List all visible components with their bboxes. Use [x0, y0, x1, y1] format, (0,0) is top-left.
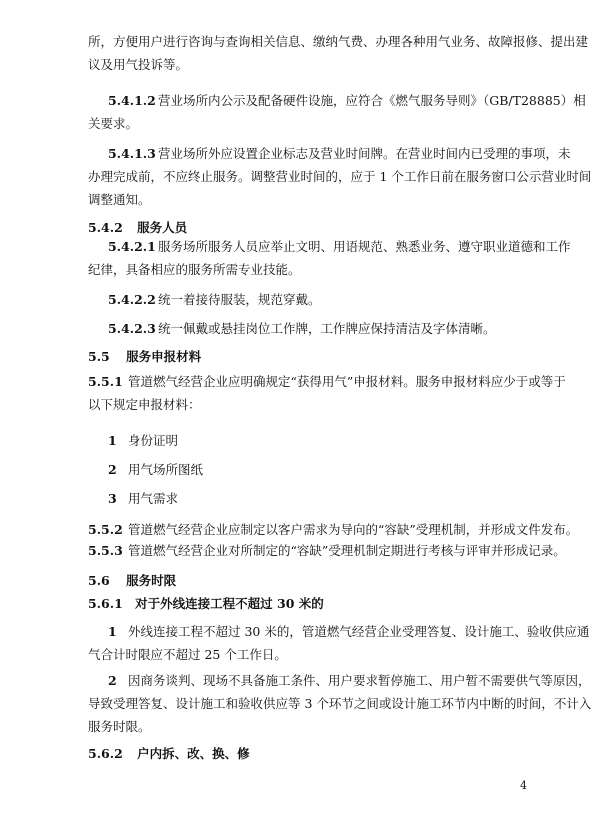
heading-5-6	[88, 573, 602, 589]
clause-5-5-1-line-1	[88, 374, 602, 390]
clause-number: 5.4.2.3	[108, 321, 156, 336]
clause-text: 营业场所内公示及配备硬件设施，应符合《燃气服务导则》（GB/T28885）相	[157, 93, 586, 108]
clause-5-5-1-line-2: 以下规定申报材料：	[88, 397, 201, 412]
clause-number: 5.4.1.2	[108, 93, 156, 108]
clause-5-4-2-1-line-2: 纪律，具备相应的服务所需专业技能。	[88, 262, 301, 277]
list-item-number: 3	[108, 491, 117, 506]
clause-5-4-1-2-line-1	[108, 93, 602, 109]
heading-number: 5.6.2	[88, 746, 123, 761]
paragraph-number: 1	[108, 624, 117, 639]
clause-5-5-2	[88, 522, 602, 538]
paragraph-5-6-1-1-line-2: 气合计时限应不超过 25 个工作日。	[88, 647, 287, 662]
list-item-1	[108, 433, 602, 449]
heading-5-4-2	[88, 220, 602, 236]
list-item-number: 1	[108, 433, 117, 448]
paragraph-number: 2	[108, 673, 117, 688]
clause-number: 5.4.2.2	[108, 292, 156, 307]
list-item-number: 2	[108, 462, 117, 477]
heading-title: 服务时限	[126, 573, 177, 588]
list-item-2	[108, 462, 602, 478]
heading-title: 服务申报材料	[126, 349, 202, 364]
clause-number: 5.4.1.3	[108, 146, 156, 161]
clause-text: 统一佩戴或悬挂岗位工作牌，工作牌应保持清洁及字体清晰。	[157, 321, 496, 336]
clause-5-4-1-3-line-1	[108, 146, 602, 162]
clause-text: 服务场所服务人员应举止文明、用语规范、熟悉业务、遵守职业道德和工作	[157, 239, 571, 254]
clause-5-5-3	[88, 543, 602, 559]
heading-number: 5.4.2	[88, 220, 123, 235]
paragraph-5-6-1-2-line-1	[108, 673, 602, 689]
paragraph-text: 外线连接工程不超过 30 米的，管道燃气经营企业受理答复、设计施工、验收供应通	[127, 624, 590, 639]
heading-title: 对于外线连接工程不超过 30 米的	[135, 596, 324, 611]
clause-5-4-1-3-line-2: 办理完成前，不应终止服务。调整营业时间的，应于 1 个工作日前在服务窗口公示营业时间	[88, 169, 592, 184]
heading-number: 5.5	[88, 349, 110, 364]
heading-5-6-1	[88, 596, 602, 612]
clause-5-4-2-1-line-1	[108, 239, 602, 255]
clause-5-4-2-3	[108, 321, 602, 337]
clause-5-4-2-2	[108, 292, 602, 308]
paragraph-5-6-1-2-line-3: 服务时限。	[88, 719, 151, 734]
paragraph-text: 因商务谈判、现场不具备施工条件、用户要求暂停施工、用户暂不需要供气等原因，	[127, 673, 591, 688]
paragraph-5-6-1-2-line-2: 导致受理答复、设计施工和验收供应等 3 个环节之间或设计施工环节内中断的时间，不计入	[88, 696, 592, 711]
clause-5-4-1-2-line-2: 关要求。	[88, 116, 139, 131]
heading-number: 5.6.1	[88, 596, 123, 611]
heading-5-5	[88, 349, 602, 365]
clause-text: 管道燃气经营企业应明确规定“获得用气”申报材料。服务申报材料应少于或等于	[127, 374, 566, 389]
list-item-3	[108, 491, 602, 507]
clause-number: 5.4.2.1	[108, 239, 156, 254]
clause-5-4-1-3-line-3: 调整通知。	[88, 192, 151, 207]
clause-text: 管道燃气经营企业对所制定的“容缺”受理机制定期进行考核与评审并形成记录。	[127, 543, 566, 558]
list-item-text: 用气场所图纸	[127, 462, 203, 477]
page-number: 4	[520, 779, 527, 792]
intro-line-1: 所，方便用户进行咨询与查询相关信息、缴纳气费、办理各种用气业务、故障报修、提出建	[88, 34, 589, 49]
list-item-text: 身份证明	[127, 433, 178, 448]
clause-text: 统一着接待服装，规范穿戴。	[157, 292, 321, 307]
intro-line-2: 议及用气投诉等。	[88, 57, 189, 72]
paragraph-5-6-1-1-line-1	[108, 624, 602, 640]
clause-number: 5.5.3	[88, 543, 123, 558]
clause-number: 5.5.2	[88, 522, 123, 537]
heading-5-6-2	[88, 746, 602, 762]
clause-text: 营业场所外应设置企业标志及营业时间牌。在营业时间内已受理的事项，未	[157, 146, 571, 161]
heading-title: 服务人员	[137, 220, 188, 235]
clause-text: 管道燃气经营企业应制定以客户需求为导向的“容缺”受理机制，并形成文件发布。	[127, 522, 579, 537]
heading-title: 户内拆、改、换、修	[137, 746, 250, 761]
clause-number: 5.5.1	[88, 374, 123, 389]
heading-number: 5.6	[88, 573, 110, 588]
list-item-text: 用气需求	[127, 491, 178, 506]
